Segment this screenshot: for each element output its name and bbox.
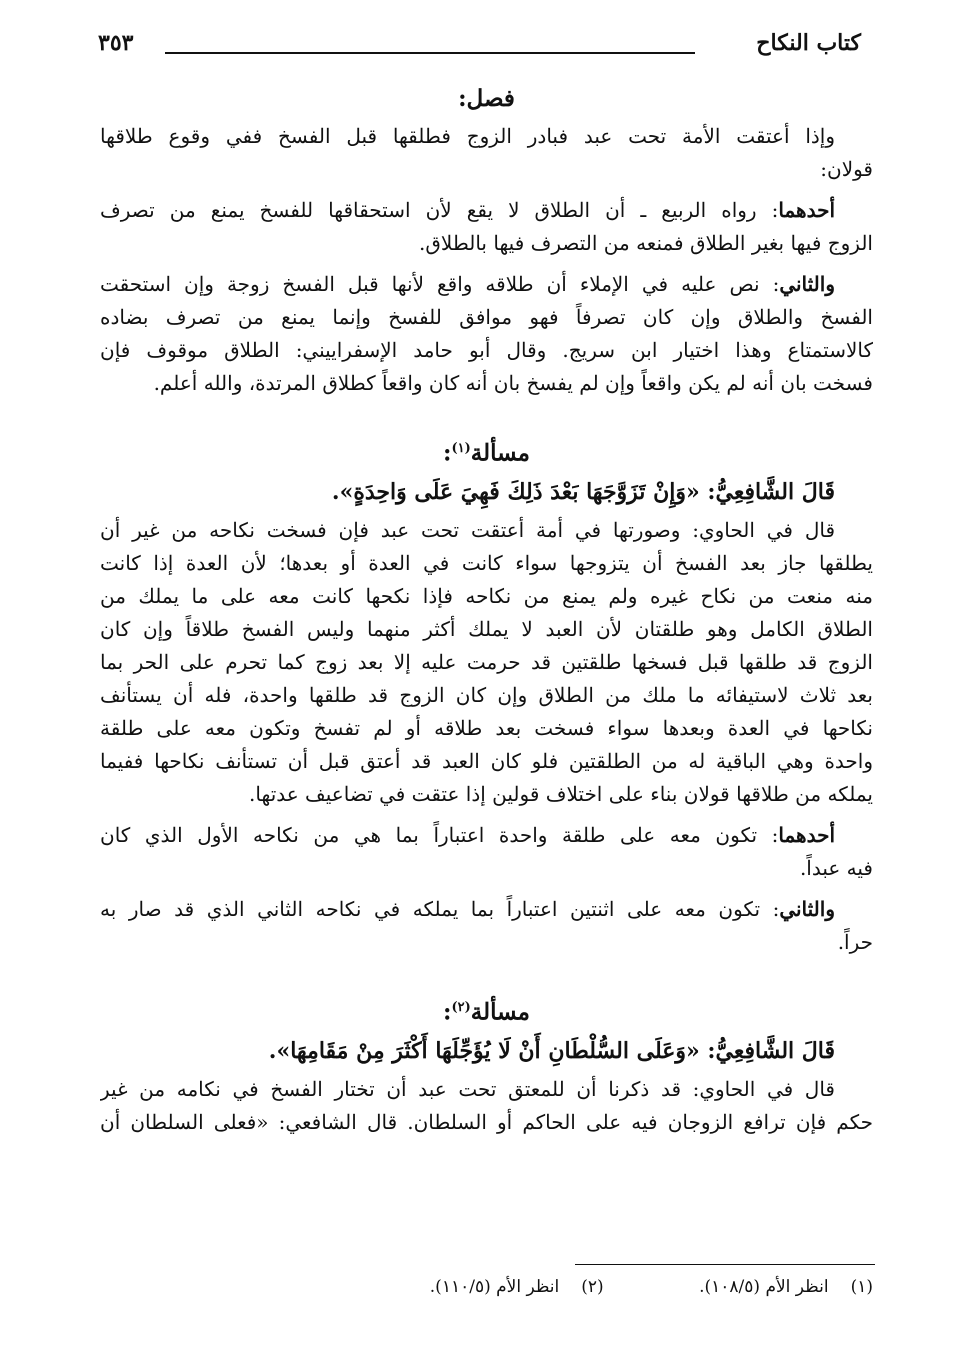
paragraph-line: واحدة وهي الباقية له من الطلقتين فلو كان العبد قد أعتق قبل أن تستأنف نكاحها ففيما (100, 749, 873, 773)
paragraph-line: قولان: (820, 157, 873, 181)
footnote-rule (575, 1264, 875, 1265)
paragraph-line: نكاحها في العدة وبعدها سواء فسخت بعد طلاقه أو لم تفسخ وتكون معه على طلقة (100, 716, 873, 740)
paragraph-line: حراً. (837, 930, 873, 954)
paragraph-line: منه منعت من نكاح غيره ولم يمنع من نكاحه فإذا نكحها كانت معه على ما يملك من (100, 584, 873, 608)
quoted-text: قَالَ الشَّافِعِيُّ: «وَعَلَى السُّلْطَانِ أَنْ لَا يُؤَجِّلَهَا أَكْثَرَ مِنْ مَقَامِهَا». (268, 1038, 835, 1064)
header-rule (165, 52, 695, 54)
running-header-title: كتاب النكاح (756, 30, 861, 56)
label-first: أحدهما (778, 198, 835, 222)
paragraph-line: أحدهما: تكون معه على طلقة واحدة اعتباراً بما هي من نكاحه الأول الذي كان (100, 823, 835, 847)
paragraph-line: بعد ثلاث لاستيفائه ما ملك من الطلاق وإن كان الزوج قد طلقها واحدة، فله أن يستأنف (100, 683, 873, 707)
masala-heading: مسألة$^{(٢)}$: (443, 998, 530, 1026)
paragraph-line: والثاني: نص عليه في الإملاء أن طلاقه واقع لأنها قبل الفسخ زوجة وإن استحقت (100, 272, 835, 296)
masala-heading: مسألة$^{(١)}$: (443, 439, 530, 467)
paragraph-line: أحدهما: رواه الربيع ـ أن الطلاق لا يقع لأن استحقاقها للفسخ يمنع من تصرف (100, 198, 835, 222)
paragraph-line: الزوج قد طلقها قبل فسخها طلقتين قد حرمت عليه إلا بعد زوج كما تحرم على الحر بما (100, 650, 873, 674)
footnote-item: (١)انظر الأم (١٠٨/٥). (699, 1277, 873, 1297)
footnote-ref: (٢) (451, 1000, 471, 1015)
paragraph-line: وإذا أعتقت الأمة تحت عبد فبادر الزوج فطلقها قبل الفسخ ففي وقوع طلاقها (100, 124, 835, 148)
main-text (100, 78, 873, 1139)
label-second: والثاني (779, 272, 835, 296)
paragraph-line: فسخت بان أنه لم يكن واقعاً وإن لم يفسخ بان أنه كان واقعاً كطلاق المرتدة، والله أعلم. (153, 371, 873, 395)
footnotes (340, 1272, 873, 1302)
paragraph-line: الطلاق الكامل وهو طلقتان لأن العبد لا يملك أكثر منهما وليس الفسخ طلاقاً وإن كان (100, 617, 873, 641)
paragraph-line: فيه عبداً. (799, 856, 873, 880)
footnote-ref: (١) (451, 441, 471, 456)
paragraph-line: حكم فإن ترافع الزوجان فيه على الحاكم أو السلطان. قال الشافعي: «فعلى السلطان أن (100, 1110, 873, 1134)
label-first: أحدهما (778, 823, 835, 847)
paragraph-line: كالاستمتاع وهذا اختيار ابن سريج. وقال أبو حامد الإسفراييني: الطلاق موقوف فإن (100, 338, 873, 362)
paragraph-line: يطلقها جاز بعد الفسخ أن يتزوجها سواء كانت في العدة أو بعدها؛ لأن العدة إذا كانت (100, 551, 873, 575)
label-second: والثاني (779, 897, 835, 921)
paragraph-line: والثاني: تكون معه على اثنتين اعتباراً بما يملكه في نكاحه الثاني الذي قد صار به (100, 897, 835, 921)
paragraph-line: يملكه من طلاقها قولان بناء على اختلاف قولين إذا عتقت في تضاعيف عدتها. (249, 782, 873, 806)
paragraph-line: الفسخ والطلاق وإن كان تصرفاً فهو موافق للفسخ وإنما يمنع من تصرف بضاده (100, 305, 873, 329)
paragraph-line: الزوج فيها بغير الطلاق فمنعه من التصرف فيها بالطلاق. (419, 231, 873, 255)
paragraph-line: قال في الحاوي: قد ذكرنا أن للمعتق تحت عبد أن تختار الفسخ في نكامه من غير (100, 1077, 835, 1101)
page-number: ٣٥٣ (98, 30, 134, 56)
quoted-text: قَالَ الشَّافِعِيُّ: «وَإِنْ تَزَوَّجَهَا بَعْدَ ذَلِكَ فَهِيَ عَلَى وَاحِدَةٍ». (331, 479, 835, 505)
footnote-item: (٢)انظر الأم (١١٠/٥). (429, 1277, 604, 1297)
paragraph-line: قال في الحاوي: وصورتها في أمة أعتقت تحت عبد فإن فسخت نكاحه من غير أن (100, 518, 835, 542)
section-heading-fasl: فصل: (458, 85, 515, 112)
